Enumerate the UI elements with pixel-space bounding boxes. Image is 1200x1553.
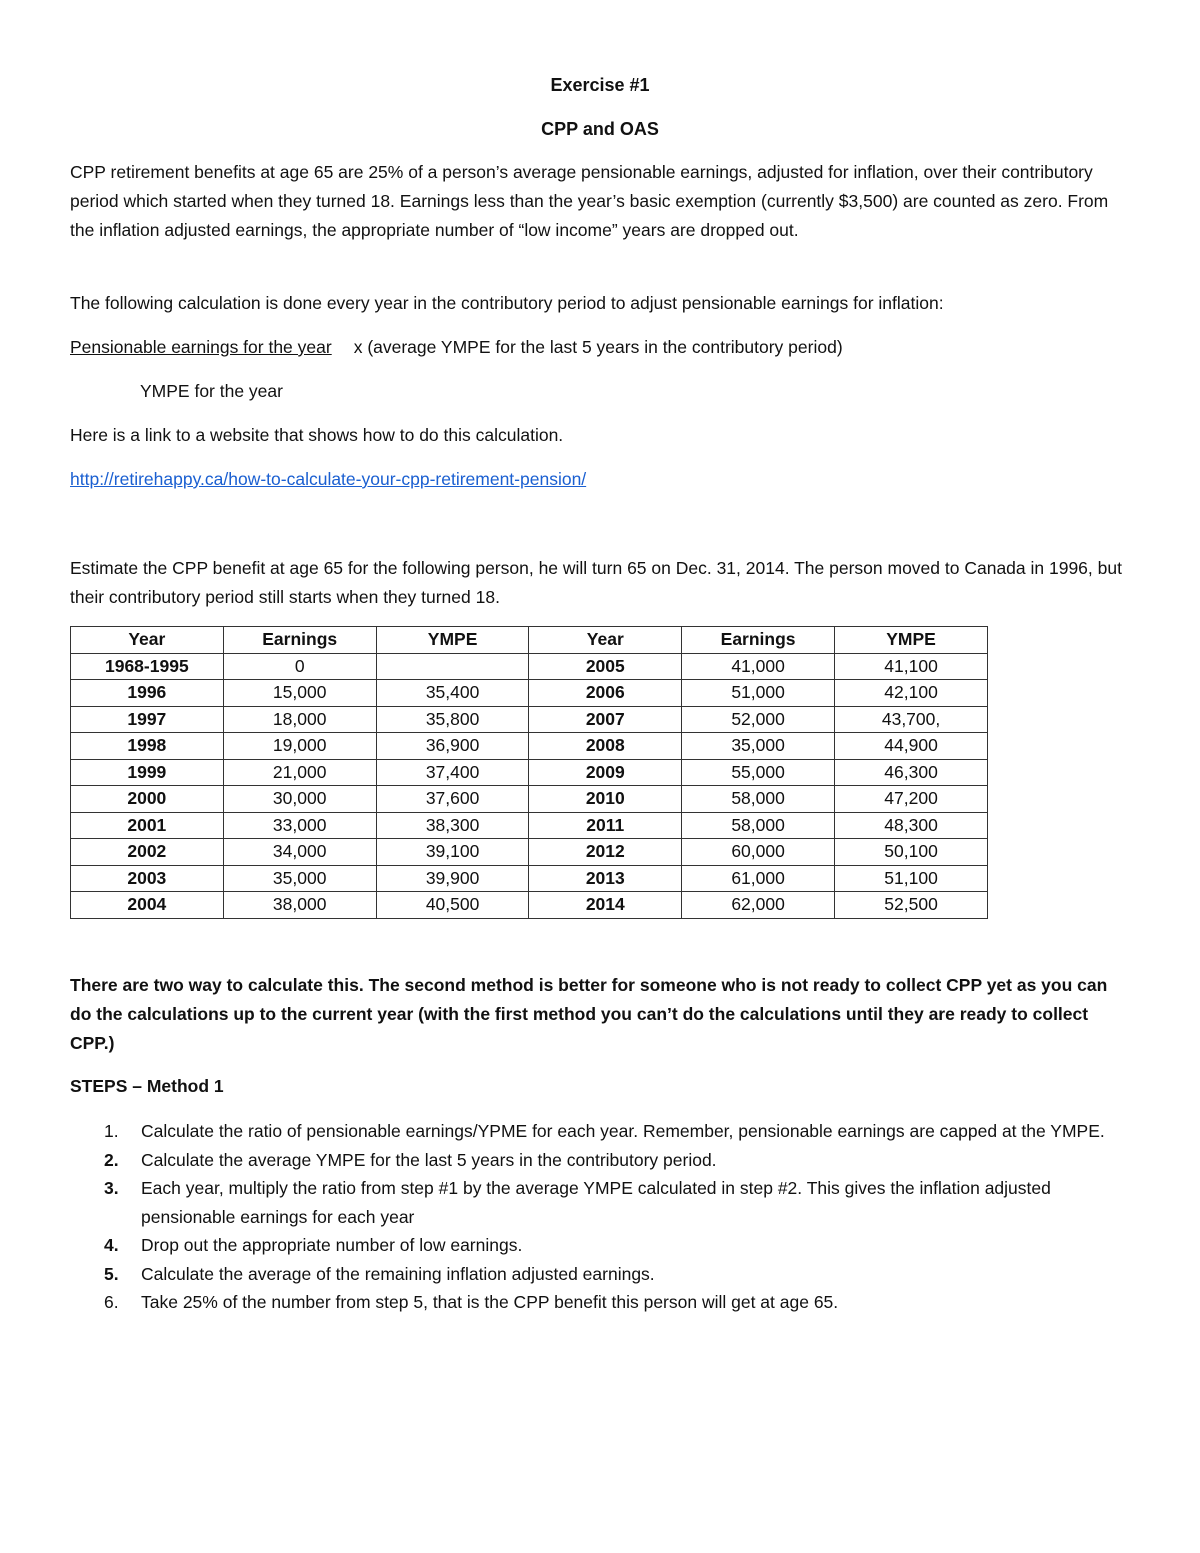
step-item <box>70 1231 1130 1260</box>
cell-year: 2012 <box>529 839 682 866</box>
cell-ympe: 40,500 <box>376 892 529 919</box>
estimate-paragraph: Estimate the CPP benefit at age 65 for the following person, he will turn 65 on Dec. 31, 2014. The person moved to Canada in 1996, but their contributory period still starts when they turned 18. <box>70 558 1122 607</box>
cell-earnings: 21,000 <box>223 759 376 786</box>
step-item <box>70 1174 1130 1231</box>
formula-multiplier: x (average YMPE for the last 5 years in the contributory period) <box>353 337 843 357</box>
cell-earnings: 18,000 <box>223 706 376 733</box>
formula-line <box>70 333 1130 362</box>
cell-ympe: 48,300 <box>835 812 988 839</box>
cell-year: 2002 <box>71 839 224 866</box>
cell-year: 2007 <box>529 706 682 733</box>
step-text: Drop out the appropriate number of low earnings. <box>141 1235 523 1255</box>
cell-earnings: 51,000 <box>682 680 835 707</box>
cell-year: 2010 <box>529 786 682 813</box>
table-row <box>71 892 988 919</box>
cell-ympe: 41,100 <box>835 653 988 680</box>
cell-year: 1998 <box>71 733 224 760</box>
cell-ympe: 39,100 <box>376 839 529 866</box>
cell-year: 1968-1995 <box>71 653 224 680</box>
cell-year: 2004 <box>71 892 224 919</box>
cell-earnings: 19,000 <box>223 733 376 760</box>
header-earnings-right: Earnings <box>682 627 835 654</box>
table-row <box>71 839 988 866</box>
cell-year: 2009 <box>529 759 682 786</box>
table-row <box>71 733 988 760</box>
step-text: Take 25% of the number from step 5, that is the CPP benefit this person will get at age 65. <box>141 1292 839 1312</box>
link-intro-paragraph: Here is a link to a website that shows how to do this calculation. <box>70 425 564 445</box>
cell-earnings: 52,000 <box>682 706 835 733</box>
step-text: Calculate the ratio of pensionable earnings/YPME for each year. Remember, pensionable earnings are capped at the YMPE. <box>141 1121 1105 1141</box>
cell-ympe: 51,100 <box>835 865 988 892</box>
cell-ympe: 39,900 <box>376 865 529 892</box>
document-title: Exercise #1 <box>550 75 650 95</box>
table-row <box>71 759 988 786</box>
cell-earnings: 38,000 <box>223 892 376 919</box>
cell-ympe <box>376 653 529 680</box>
cell-ympe: 37,400 <box>376 759 529 786</box>
cell-year: 2000 <box>71 786 224 813</box>
cell-year: 2003 <box>71 865 224 892</box>
cell-earnings: 41,000 <box>682 653 835 680</box>
cell-ympe: 35,400 <box>376 680 529 707</box>
table-row <box>71 786 988 813</box>
cell-year: 1999 <box>71 759 224 786</box>
table-row <box>71 680 988 707</box>
cell-earnings: 35,000 <box>223 865 376 892</box>
step-text: Calculate the average YMPE for the last 5 years in the contributory period. <box>141 1149 717 1170</box>
header-ympe-right: YMPE <box>835 627 988 654</box>
step-item <box>70 1146 1130 1175</box>
steps-list <box>70 1117 1130 1317</box>
cell-ympe: 38,300 <box>376 812 529 839</box>
step-number: 2. <box>104 1149 119 1170</box>
cell-ympe: 50,100 <box>835 839 988 866</box>
cell-year: 2005 <box>529 653 682 680</box>
step-text: Calculate the average of the remaining inflation adjusted earnings. <box>141 1263 655 1284</box>
step-number: 5. <box>104 1263 119 1284</box>
cell-ympe: 44,900 <box>835 733 988 760</box>
header-ympe-left: YMPE <box>376 627 529 654</box>
cell-ympe: 47,200 <box>835 786 988 813</box>
header-year-right: Year <box>529 627 682 654</box>
following-paragraph: The following calculation is done every year in the contributory period to adjust pensionable earnings for inflation: <box>70 293 944 313</box>
cell-ympe: 36,900 <box>376 733 529 760</box>
intro-paragraph: CPP retirement benefits at age 65 are 25% of a person’s average pensionable earnings, adjusted for inflation, over their contributory period which started when they turned 18. Earnings less than the year’s basic exemption (currently $3,500) are counted as zero. From the inflation adjusted earnings, the appropriate number of “low income” years are dropped out. <box>70 162 1109 240</box>
header-year-left: Year <box>71 627 224 654</box>
cell-ympe: 35,800 <box>376 706 529 733</box>
cell-earnings: 61,000 <box>682 865 835 892</box>
cell-earnings: 0 <box>223 653 376 680</box>
document-subtitle: CPP and OAS <box>541 119 659 139</box>
cell-earnings: 34,000 <box>223 839 376 866</box>
cell-earnings: 30,000 <box>223 786 376 813</box>
cell-ympe: 43,700, <box>835 706 988 733</box>
cell-earnings: 55,000 <box>682 759 835 786</box>
cell-year: 1996 <box>71 680 224 707</box>
steps-title: STEPS – Method 1 <box>70 1076 224 1096</box>
cell-earnings: 33,000 <box>223 812 376 839</box>
cell-year: 2014 <box>529 892 682 919</box>
cell-ympe: 52,500 <box>835 892 988 919</box>
step-item <box>70 1117 1130 1146</box>
table-row <box>71 653 988 680</box>
cell-earnings: 15,000 <box>223 680 376 707</box>
step-number: 6. <box>104 1292 119 1312</box>
header-earnings-left: Earnings <box>223 627 376 654</box>
cell-ympe: 37,600 <box>376 786 529 813</box>
cell-ympe: 46,300 <box>835 759 988 786</box>
step-item <box>70 1260 1130 1289</box>
cell-earnings: 60,000 <box>682 839 835 866</box>
table-row <box>71 706 988 733</box>
step-number: 1. <box>104 1121 119 1141</box>
cell-year: 2008 <box>529 733 682 760</box>
table-row <box>71 812 988 839</box>
table-header-row <box>71 627 988 654</box>
step-number: 3. <box>104 1178 119 1198</box>
methods-note: There are two way to calculate this. The second method is better for someone who is not ready to collect CPP yet as you can do the calculations up to the current year (with the first method you can’t do the calculations until they are ready to collect CPP.) <box>70 975 1108 1053</box>
cell-earnings: 58,000 <box>682 786 835 813</box>
cell-year: 2006 <box>529 680 682 707</box>
step-number: 4. <box>104 1235 119 1255</box>
cell-year: 1997 <box>71 706 224 733</box>
link-paragraph <box>70 465 1130 494</box>
cell-earnings: 62,000 <box>682 892 835 919</box>
cell-year: 2001 <box>71 812 224 839</box>
cell-year: 2013 <box>529 865 682 892</box>
formula-numerator: Pensionable earnings for the year <box>70 337 332 357</box>
step-item <box>70 1288 1130 1317</box>
cell-earnings: 58,000 <box>682 812 835 839</box>
cell-ympe: 42,100 <box>835 680 988 707</box>
step-text: Each year, multiply the ratio from step #1 by the average YMPE calculated in step #2. This gives the inflation adjusted pensionable earnings for each year <box>141 1178 1051 1227</box>
retirehappy-link[interactable]: http://retirehappy.ca/how-to-calculate-your-cpp-retirement-pension/ <box>70 469 587 489</box>
table-row <box>71 865 988 892</box>
formula-denominator: YMPE for the year <box>140 381 283 401</box>
earnings-table <box>70 626 988 919</box>
cell-year: 2011 <box>529 812 682 839</box>
cell-earnings: 35,000 <box>682 733 835 760</box>
